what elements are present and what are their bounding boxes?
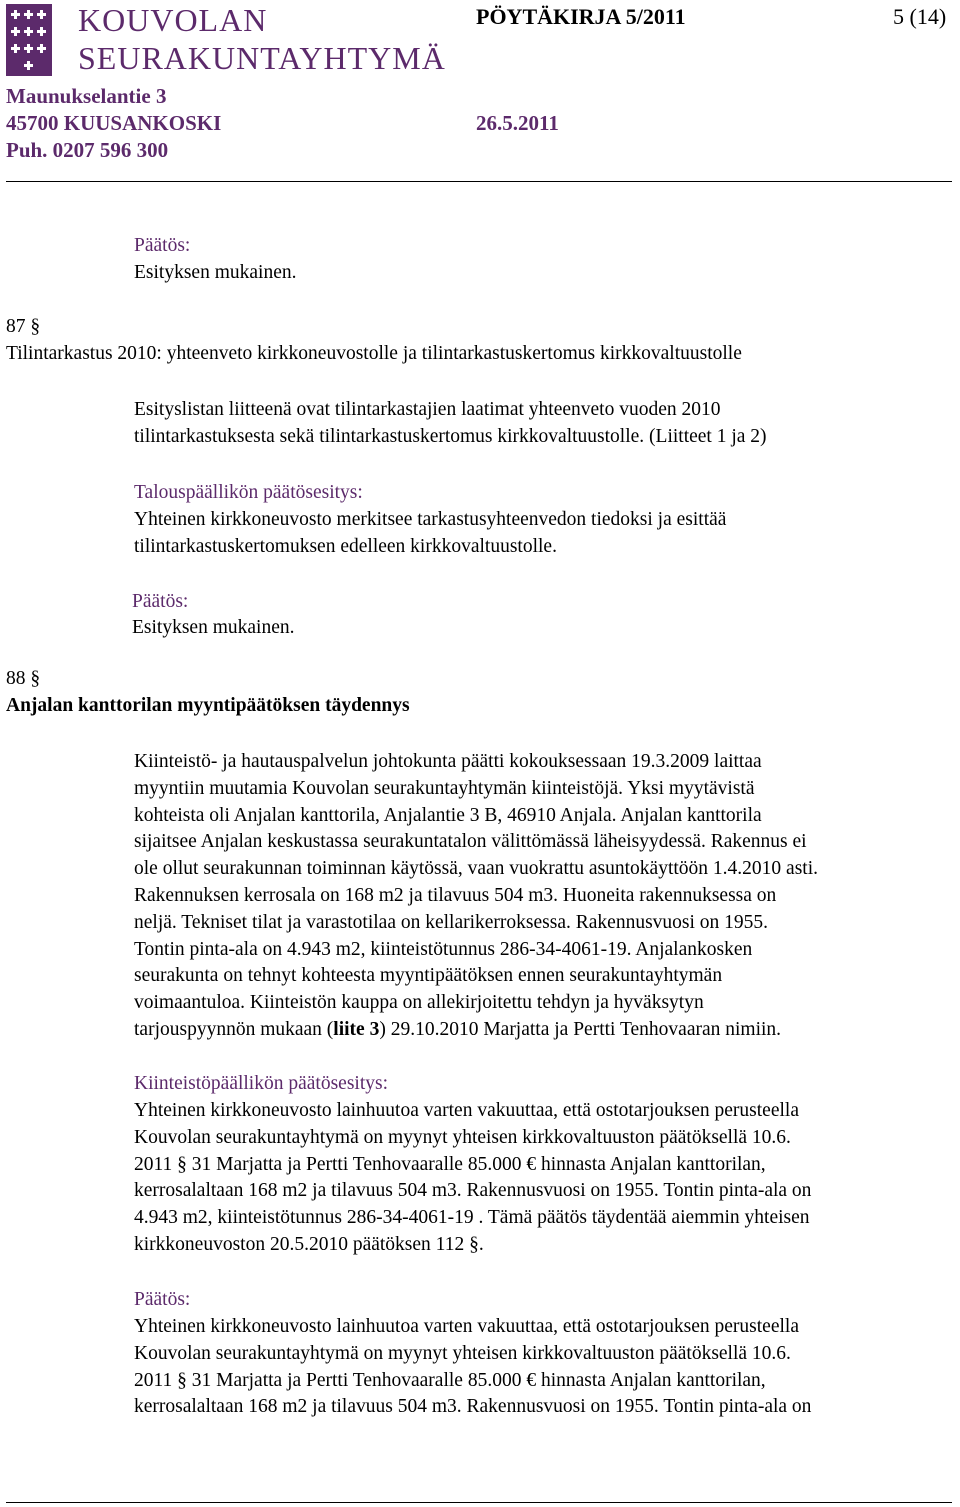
footer-divider <box>6 1502 952 1503</box>
body-line: Esityslistan liitteenä ovat tilintarkastajien laatimat yhteenveto vuoden 2010 <box>134 399 721 420</box>
body-line: seurakunta on tehnyt kohteesta myyntipäätöksen ennen seurakuntayhtymän <box>134 965 723 987</box>
address-city: 45700 KUUSANKOSKI <box>6 111 222 135</box>
body-line: tarjouspyynnön mukaan (liite 3) 29.10.2010 Marjatta ja Pertti Tenhovaaran nimiin. <box>134 1018 782 1040</box>
section-88-decision-label: Päätös: <box>134 1289 191 1310</box>
document-title: PÖYTÄKIRJA 5/2011 <box>476 4 686 29</box>
page-number: 5 (14) <box>893 4 947 29</box>
section-88-title: Anjalan kanttorilan myyntipäätöksen täydennys <box>6 695 410 716</box>
decision-line: Yhteinen kirkkoneuvosto lainhuutoa varten vakuuttaa, että ostotarjouksen perusteella <box>134 1316 799 1337</box>
section-88-proposal <box>134 1098 811 1259</box>
body-line: sijaitsee Anjalan keskustassa seurakuntatalon välittömässä läheisyydessä. Rakennus ei <box>134 831 807 853</box>
header-divider <box>6 181 952 182</box>
body-line: tilintarkastuksesta sekä tilintarkastuskertomus kirkkovaltuustolle. (Liitteet 1 ja 2) <box>134 425 767 447</box>
org-name-line1: KOUVOLAN <box>78 2 268 38</box>
section-88-body <box>134 749 818 1044</box>
section-88-decision <box>134 1314 811 1421</box>
address-street: Maunukselantie 3 <box>6 84 167 108</box>
proposal-line: Yhteinen kirkkoneuvosto merkitsee tarkastusyhteenvedon tiedoksi ja esittää <box>134 509 727 530</box>
body-line: ole ollut seurakunnan toiminnan käytössä, vaan vuokrattu asuntokäyttöön 1.4.2010 asti. <box>134 858 819 880</box>
body-line: neljä. Tekniset tilat ja varastotilaa on kellarikerroksessa. Rakennusvuosi on 1955. <box>134 911 769 933</box>
logo-icon <box>6 4 52 76</box>
decision-line: kerrosalaltaan 168 m2 ja tilavuus 504 m3. Rakennusvuosi on 1955. Tontin pinta-ala on <box>134 1396 812 1418</box>
proposal-line: tilintarkastuskertomuksen edelleen kirkkovaltuustolle. <box>134 535 557 557</box>
prev-decision-label: Päätös: <box>134 235 191 256</box>
body-line: voimaantuloa. Kiinteistön kauppa on allekirjoitettu tehdyn ja hyväksytyn <box>134 992 704 1014</box>
section-87-decision-label: Päätös: <box>132 591 189 612</box>
attachments-reference: (Liitteet 1 ja 2) <box>649 425 767 447</box>
body-line: Kiinteistö- ja hautauspalvelun johtokunta päätti kokouksessaan 19.3.2009 laittaa <box>134 751 762 772</box>
section-87-title: Tilintarkastus 2010: yhteenveto kirkkoneuvostolle ja tilintarkastuskertomus kirkkovaltuustolle <box>6 343 742 364</box>
body-line: myyntiin muutamia Kouvolan seurakuntayhtymän kiinteistöjä. Yksi myytävistä <box>134 777 755 799</box>
proposal-line: 4.943 m2, kiinteistötunnus 286-34-4061-19 . Tämä päätös täydentää aiemmin yhteisen <box>134 1207 810 1229</box>
section-87-number: 87 § <box>6 316 41 337</box>
body-line: kohteista oli Anjalan kanttorila, Anjalantie 3 B, 46910 Anjala. Anjalan kanttorila <box>134 804 762 826</box>
body-line: Tontin pinta-ala on 4.943 m2, kiinteistötunnus 286-34-4061-19. Anjalankosken <box>134 938 753 960</box>
proposal-line: kirkkoneuvoston 20.5.2010 päätöksen 112 §. <box>134 1233 484 1255</box>
section-87-proposal-label: Talouspäällikön päätösesitys: <box>134 482 363 503</box>
proposal-line: Kouvolan seurakuntayhtymä on myynyt yhteisen kirkkovaltuuston päätöksellä 10.6. <box>134 1126 791 1148</box>
attachment-reference: liite 3 <box>333 1018 380 1040</box>
section-88-proposal-label: Kiinteistöpäällikön päätösesitys: <box>134 1073 389 1094</box>
proposal-line: Yhteinen kirkkoneuvosto lainhuutoa varten vakuuttaa, että ostotarjouksen perusteella <box>134 1100 799 1121</box>
proposal-line: kerrosalaltaan 168 m2 ja tilavuus 504 m3. Rakennusvuosi on 1955. Tontin pinta-ala on <box>134 1180 812 1202</box>
section-87-body <box>134 397 767 451</box>
section-87-decision-text: Esityksen mukainen. <box>132 617 295 638</box>
decision-line: 2011 § 31 Marjatta ja Pertti Tenhovaaralle 85.000 € hinnasta Anjalan kanttorilan, <box>134 1369 766 1391</box>
prev-decision-text: Esityksen mukainen. <box>134 262 297 283</box>
meeting-date: 26.5.2011 <box>476 111 559 135</box>
org-name-line2: SEURAKUNTAYHTYMÄ <box>78 40 446 76</box>
phone-number: Puh. 0207 596 300 <box>6 138 169 162</box>
section-87-proposal <box>134 507 726 561</box>
body-line: Rakennuksen kerrosala on 168 m2 ja tilavuus 504 m3. Huoneita rakennuksessa on <box>134 884 777 906</box>
proposal-line: 2011 § 31 Marjatta ja Pertti Tenhovaaralle 85.000 € hinnasta Anjalan kanttorilan, <box>134 1153 766 1175</box>
section-88-number: 88 § <box>6 668 41 689</box>
decision-line: Kouvolan seurakuntayhtymä on myynyt yhteisen kirkkovaltuuston päätöksellä 10.6. <box>134 1342 791 1364</box>
